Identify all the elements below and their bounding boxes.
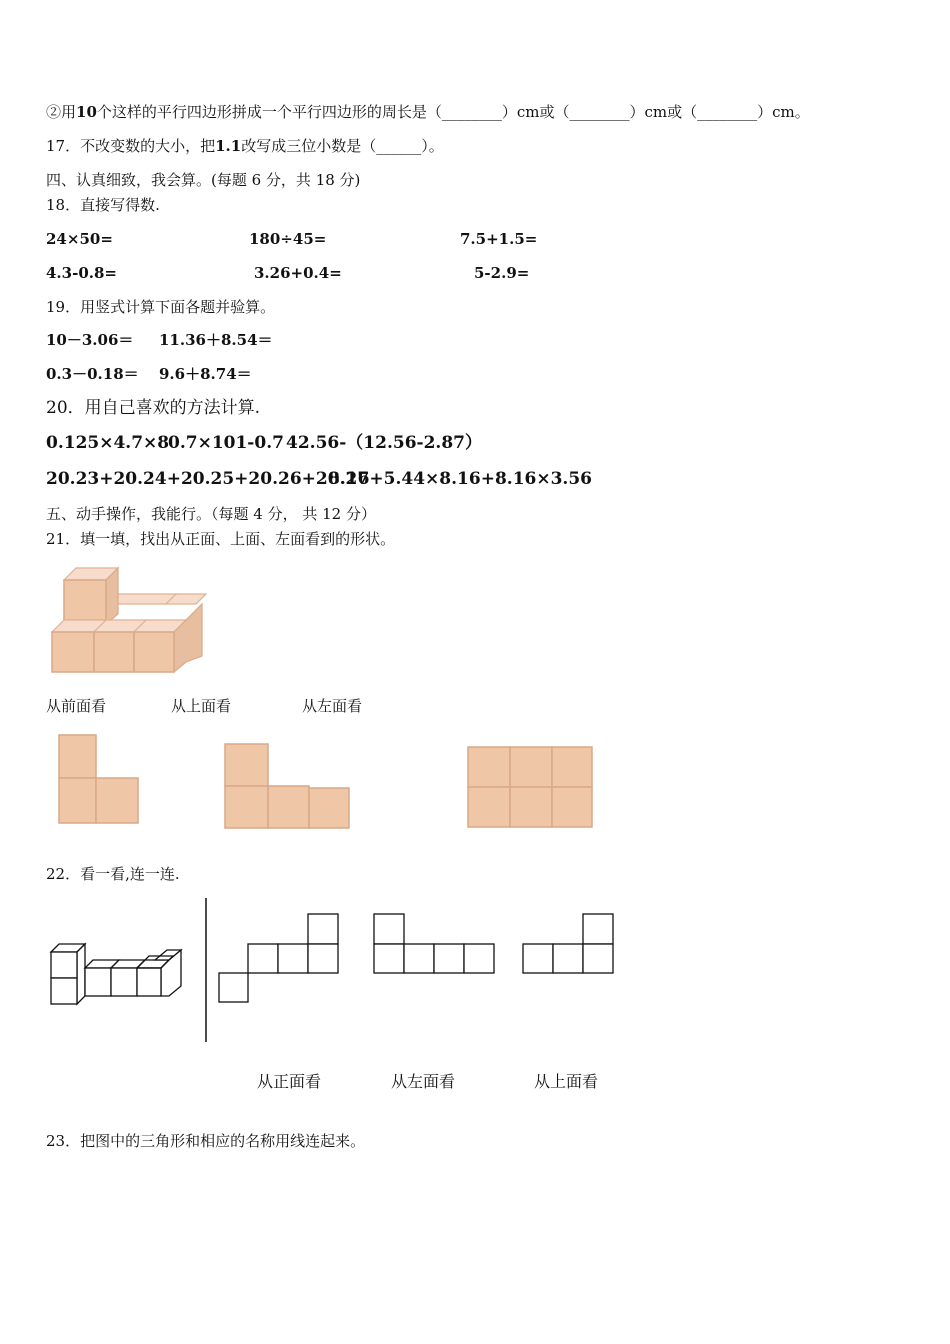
q22-label-left: 从左面看 xyxy=(391,1072,456,1091)
view-square xyxy=(96,778,138,823)
view-square xyxy=(59,778,96,823)
q22-view-c xyxy=(522,913,616,977)
q17-value: 1.1 xyxy=(215,137,242,155)
q19-item: 9.6＋8.74＝ xyxy=(159,365,252,383)
q17-text-a: 不改变数的大小，把 xyxy=(80,137,216,155)
view-square xyxy=(552,787,592,827)
q20-item: 20.23+20.24+20.25+20.26+20.27 xyxy=(46,469,370,489)
q19-item: 10－3.06＝ xyxy=(46,331,134,349)
view-square xyxy=(510,747,552,787)
view-square xyxy=(510,787,552,827)
q16-text: 个这样的平行四边形拼成一个平行四边形的周长是（________）cm或（________）cm或（________）cm。 xyxy=(96,103,810,121)
view-square xyxy=(468,747,510,787)
q18-item: 3.26+0.4= xyxy=(254,264,342,282)
q17-text-b: 改写成三位小数是（______）。 xyxy=(241,137,444,155)
q21-view-front xyxy=(57,733,141,825)
q19-item: 11.36＋8.54＝ xyxy=(159,331,273,349)
q21-title: 21．填一填，找出从正面、上面、左面看到的形状。 xyxy=(46,530,396,548)
section5-title: 五、动手操作，我能行。（每题 4 分， 共 12 分） xyxy=(46,505,376,523)
q21-label-top: 从上面看 xyxy=(171,697,232,715)
q18-item: 7.5+1.5= xyxy=(460,230,538,248)
q21-label-front: 从前面看 xyxy=(46,697,107,715)
q20-item: 8.16+5.44×8.16+8.16×3.56 xyxy=(328,469,592,489)
q22-title: 22．看一看,连一连. xyxy=(46,865,180,883)
q21-cube-figure xyxy=(48,562,208,674)
q22-label-front: 从正面看 xyxy=(257,1072,322,1091)
cube-front xyxy=(134,632,174,672)
q19-title: 19．用竖式计算下面各题并验算。 xyxy=(46,298,276,316)
q20-title: 20．用自己喜欢的方法计算. xyxy=(46,398,261,418)
cube-side xyxy=(174,604,202,672)
q22-cube-figure xyxy=(49,940,185,1006)
q20-item: 0.125×4.7×8 xyxy=(46,433,170,453)
q19-item: 0.3－0.18＝ xyxy=(46,365,139,383)
view-square xyxy=(225,744,268,786)
q22-view-a xyxy=(218,913,342,1005)
q18-item: 24×50= xyxy=(46,230,113,248)
view-square xyxy=(225,786,268,828)
q16-count: 10 xyxy=(76,103,97,121)
view-square xyxy=(309,788,349,828)
q22-divider xyxy=(205,898,209,1044)
q21-view-left xyxy=(466,745,594,829)
q17-number: 17． xyxy=(46,137,81,155)
q20-item: 0.7×101-0.7 xyxy=(168,433,284,453)
view-square xyxy=(468,787,510,827)
q16-prefix: ②用 xyxy=(46,103,77,121)
q21-view-top xyxy=(223,742,351,830)
q16-part2 xyxy=(46,103,810,121)
section4-title: 四、认真细致，我会算。(每题 6 分，共 18 分) xyxy=(46,171,361,189)
cube-front xyxy=(94,632,134,672)
q23-title: 23．把图中的三角形和相应的名称用线连起来。 xyxy=(46,1132,366,1150)
cube-front xyxy=(64,580,106,620)
view-square xyxy=(552,747,592,787)
q22-view-b xyxy=(373,913,497,977)
view-square xyxy=(268,786,309,828)
q21-label-left: 从左面看 xyxy=(302,697,363,715)
q17 xyxy=(46,137,444,155)
q20-item: 42.56-（12.56-2.87） xyxy=(286,433,482,453)
q18-title: 18．直接写得数. xyxy=(46,196,160,214)
cube-front xyxy=(52,632,94,672)
q18-item: 4.3-0.8= xyxy=(46,264,117,282)
q18-item: 180÷45= xyxy=(249,230,327,248)
q18-item: 5-2.9= xyxy=(474,264,530,282)
view-square xyxy=(59,735,96,778)
q22-label-top: 从上面看 xyxy=(534,1072,599,1091)
